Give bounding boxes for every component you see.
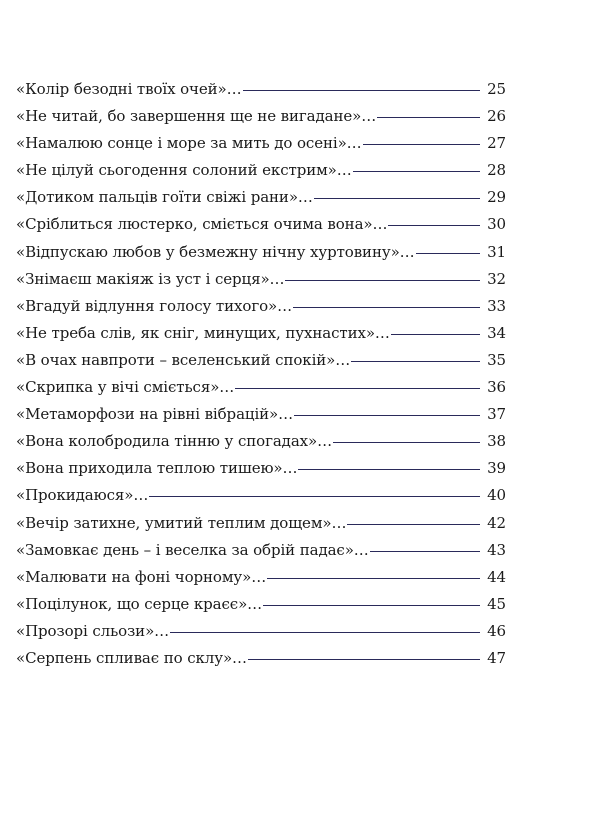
toc-entry	[16, 161, 506, 188]
toc-entry-page: 29	[487, 188, 506, 207]
toc-entry-page: 34	[487, 323, 506, 342]
toc-entry	[16, 622, 506, 649]
toc-leader-line	[285, 280, 480, 281]
toc-leader-line	[416, 253, 480, 254]
toc-leader-line	[235, 388, 480, 389]
toc-entry-page: 38	[487, 432, 506, 451]
toc-entry-title: «Вечір затихне, умитий теплим дощем»…	[16, 513, 347, 532]
toc-entry-page: 35	[487, 350, 506, 369]
toc-leader-line	[149, 496, 480, 497]
toc-entry	[16, 297, 506, 324]
toc-entry-page: 25	[487, 80, 506, 98]
toc-leader-line	[377, 117, 480, 118]
toc-entry-title: «Намалюю сонце і море за мить до осені»…	[16, 134, 362, 153]
toc-entry	[16, 459, 506, 486]
table-of-contents	[16, 80, 506, 676]
toc-entry-page: 40	[487, 486, 506, 505]
toc-leader-line	[170, 632, 480, 633]
toc-entry-page: 39	[487, 459, 506, 478]
toc-entry-page: 33	[487, 296, 506, 315]
toc-entry-title: «Метаморфози на рівні вібрацій»…	[16, 405, 294, 424]
toc-entry-title: «Поцілунок, що серце краєє»…	[16, 594, 263, 613]
toc-entry-title: «Відпускаю любов у безмежну нічну хуртовину»…	[16, 242, 415, 261]
toc-entry-page: 30	[487, 215, 506, 234]
toc-entry-page: 47	[487, 648, 506, 667]
toc-entry	[16, 188, 506, 215]
toc-entry	[16, 649, 506, 676]
toc-entry-page: 42	[487, 513, 506, 532]
toc-entry-title: «Не читай, бо завершення ще не вигадане»…	[16, 107, 377, 126]
toc-entry	[16, 324, 506, 351]
toc-entry-title: «Малювати на фоні чорному»…	[16, 567, 267, 586]
toc-leader-line	[370, 551, 480, 552]
toc-entry-title: «Вона колобродила тінню у спогадах»…	[16, 432, 332, 451]
toc-entry	[16, 107, 506, 134]
toc-entry-title: «Вона приходила теплою тишею»…	[16, 459, 298, 478]
toc-leader-line	[333, 442, 480, 443]
toc-leader-line	[248, 659, 480, 660]
toc-leader-line	[293, 307, 480, 308]
toc-entry	[16, 568, 506, 595]
toc-entry	[16, 378, 506, 405]
toc-entry-title: «Не цілуй сьогодення солоний екстрим»…	[16, 161, 352, 180]
toc-entry	[16, 134, 506, 161]
toc-entry-page: 28	[487, 161, 506, 180]
toc-entry-page: 32	[487, 269, 506, 288]
toc-entry-page: 46	[487, 621, 506, 640]
toc-leader-line	[263, 605, 480, 606]
toc-entry-page: 26	[487, 107, 506, 126]
toc-entry-title: «Серпень спливає по склу»…	[16, 648, 247, 667]
toc-entry-title: «Прозорі сльози»…	[16, 621, 170, 640]
toc-leader-line	[353, 171, 480, 172]
toc-entry	[16, 405, 506, 432]
toc-entry	[16, 432, 506, 459]
toc-entry-page: 44	[487, 567, 506, 586]
toc-entry-page: 36	[487, 378, 506, 397]
toc-entry-title: «Замовкає день – і веселка за обрій падає»…	[16, 540, 369, 559]
toc-leader-line	[347, 524, 480, 525]
toc-leader-line	[314, 198, 480, 199]
toc-entry-page: 31	[487, 242, 506, 261]
toc-leader-line	[267, 578, 480, 579]
toc-entry-page: 45	[487, 594, 506, 613]
toc-entry	[16, 541, 506, 568]
toc-entry	[16, 351, 506, 378]
toc-entry-title: «Колір безодні твоїх очей»…	[16, 80, 242, 98]
toc-entry	[16, 595, 506, 622]
toc-leader-line	[294, 415, 480, 416]
toc-entry-title: «Прокидаюся»…	[16, 486, 149, 505]
toc-entry-title: «Дотиком пальців гоїти свіжі рани»…	[16, 188, 313, 207]
toc-entry-title: «Вгадуй відлуння голосу тихого»…	[16, 296, 292, 315]
toc-leader-line	[363, 144, 480, 145]
toc-entry	[16, 80, 506, 107]
toc-entry	[16, 514, 506, 541]
toc-entry	[16, 270, 506, 297]
toc-entry-page: 43	[487, 540, 506, 559]
toc-entry-title: «Не треба слів, як сніг, минущих, пухнастих»…	[16, 323, 390, 342]
toc-leader-line	[351, 361, 480, 362]
toc-leader-line	[388, 225, 480, 226]
toc-entry-title: «Знімаєш макіяж із уст і серця»…	[16, 269, 285, 288]
toc-entry	[16, 243, 506, 270]
toc-entry-title: «В очах навпроти – вселенський спокій»…	[16, 350, 351, 369]
toc-leader-line	[243, 90, 480, 91]
toc-entry-title: «Скрипка у вічі сміється»…	[16, 378, 235, 397]
toc-leader-line	[391, 334, 480, 335]
toc-entry-page: 27	[487, 134, 506, 153]
toc-leader-line	[298, 469, 480, 470]
toc-entry	[16, 215, 506, 242]
toc-entry-title: «Сріблиться люстерко, сміється очима вона»…	[16, 215, 388, 234]
toc-entry	[16, 486, 506, 513]
toc-entry-page: 37	[487, 405, 506, 424]
